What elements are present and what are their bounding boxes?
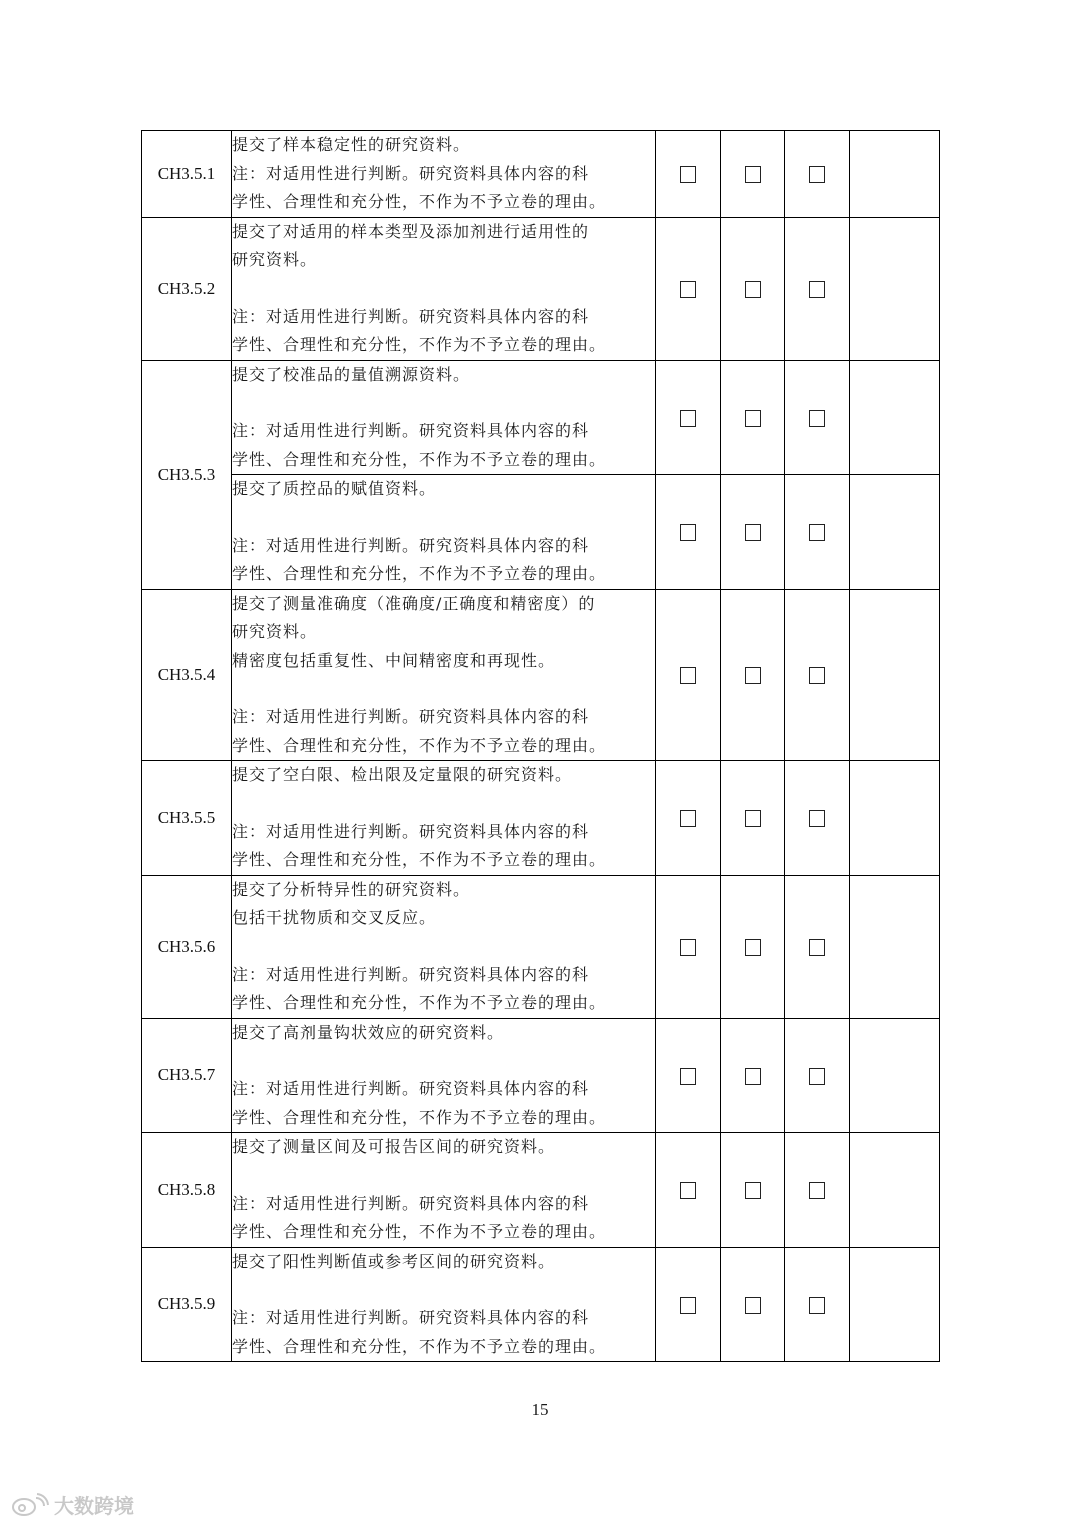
item-code: CH3.5.2 [142,217,232,360]
checkbox-option-b[interactable] [745,667,761,684]
requirement-description [232,217,656,360]
remarks-cell[interactable] [850,589,940,761]
description-line: 学性、合理性和充分性，不作为不予立卷的理由。 [232,564,607,583]
checkbox-option-c[interactable] [809,166,825,183]
checkbox-cell [656,875,721,1018]
description-line: 学性、合理性和充分性，不作为不予立卷的理由。 [232,993,607,1012]
checkbox-option-a[interactable] [680,410,696,427]
description-line: 注：对适用性进行判断。研究资料具体内容的科 [232,163,590,183]
table-row [142,475,940,590]
description-line: 精密度包括重复性、中间精密度和再现性。 [232,650,556,670]
remarks-cell[interactable] [850,360,940,475]
checkbox-cell [785,131,850,218]
description-line: 学性、合理性和充分性，不作为不予立卷的理由。 [232,850,607,869]
checkbox-option-c[interactable] [809,1182,825,1199]
checkbox-cell [656,761,721,876]
blank-line [232,1276,655,1304]
description-line: 提交了样本稳定性的研究资料。 [232,135,471,154]
description-line: 学性、合理性和充分性，不作为不予立卷的理由。 [232,192,607,211]
description-line: 提交了对适用的样本类型及添加剂进行适用性的 [232,221,590,241]
requirement-description [232,1018,656,1133]
checkbox-cell [721,217,785,360]
checkbox-cell [721,589,785,761]
checkbox-option-a[interactable] [680,667,696,684]
checkbox-option-a[interactable] [680,810,696,827]
checkbox-option-c[interactable] [809,1068,825,1085]
checkbox-option-a[interactable] [680,1068,696,1085]
review-checklist-table [141,130,940,1362]
checkbox-cell [656,589,721,761]
checkbox-cell [656,217,721,360]
item-code: CH3.5.9 [142,1247,232,1362]
description-line: 提交了分析特异性的研究资料。 [232,879,471,899]
item-code: CH3.5.4 [142,589,232,761]
checkbox-option-b[interactable] [745,166,761,183]
description-line: 注：对适用性进行判断。研究资料具体内容的科 [232,821,590,841]
checkbox-cell [721,875,785,1018]
item-code: CH3.5.8 [142,1133,232,1248]
requirement-description [232,875,656,1018]
remarks-cell[interactable] [850,217,940,360]
requirement-description [232,1247,656,1362]
requirement-description [232,360,656,475]
description-line: 注：对适用性进行判断。研究资料具体内容的科 [232,707,590,726]
description-line: 学性、合理性和充分性，不作为不予立卷的理由。 [232,335,607,354]
requirement-description [232,1133,656,1248]
blank-line [232,1162,655,1190]
checkbox-option-c[interactable] [809,810,825,827]
description-line: 学性、合理性和充分性，不作为不予立卷的理由。 [232,1222,607,1241]
remarks-cell[interactable] [850,1133,940,1248]
table-row [142,1247,940,1362]
watermark [10,1490,134,1519]
checkbox-option-c[interactable] [809,281,825,298]
remarks-cell[interactable] [850,1247,940,1362]
remarks-cell[interactable] [850,1018,940,1133]
description-line: 研究资料。 [232,622,318,641]
table-row [142,360,940,475]
remarks-cell[interactable] [850,761,940,876]
item-code: CH3.5.6 [142,875,232,1018]
checkbox-option-a[interactable] [680,1297,696,1314]
checkbox-option-a[interactable] [680,524,696,541]
checkbox-option-b[interactable] [745,810,761,827]
description-line: 提交了校准品的量值溯源资料。 [232,364,471,384]
checkbox-cell [785,761,850,876]
checkbox-cell [721,1133,785,1248]
table-row [142,589,940,761]
checkbox-option-a[interactable] [680,281,696,298]
checkbox-option-b[interactable] [745,281,761,298]
description-line: 提交了阳性判断值或参考区间的研究资料。 [232,1251,556,1271]
checkbox-cell [721,761,785,876]
checkbox-option-c[interactable] [809,524,825,541]
checkbox-cell [656,131,721,218]
description-line: 注：对适用性进行判断。研究资料具体内容的科 [232,306,590,326]
requirement-description [232,131,656,218]
checkbox-cell [656,360,721,475]
checkbox-cell [656,475,721,590]
checkbox-cell [721,360,785,475]
page-number: 15 [531,1400,549,1419]
checkbox-option-b[interactable] [745,1182,761,1199]
checkbox-option-b[interactable] [745,1068,761,1085]
item-code: CH3.5.3 [142,360,232,589]
checkbox-option-c[interactable] [809,667,825,684]
description-line: 注：对适用性进行判断。研究资料具体内容的科 [232,1193,590,1213]
checkbox-option-b[interactable] [745,524,761,541]
checkbox-option-a[interactable] [680,939,696,956]
item-code: CH3.5.1 [142,131,232,218]
table-row [142,875,940,1018]
description-line: 提交了质控品的赋值资料。 [232,479,437,498]
checkbox-cell [656,1247,721,1362]
checkbox-cell [785,217,850,360]
requirement-description [232,475,656,590]
checkbox-option-c[interactable] [809,1297,825,1314]
description-line: 注：对适用性进行判断。研究资料具体内容的科 [232,535,590,555]
checkbox-cell [785,1018,850,1133]
item-code: CH3.5.5 [142,761,232,876]
checkbox-option-b[interactable] [745,410,761,427]
table-row [142,131,940,218]
checkbox-cell [785,1133,850,1248]
description-line: 提交了测量区间及可报告区间的研究资料。 [232,1137,556,1156]
description-line: 注：对适用性进行判断。研究资料具体内容的科 [232,1308,590,1327]
blank-line [232,275,655,303]
checkbox-cell [721,1247,785,1362]
weibo-logo-icon [10,1492,50,1518]
description-line: 学性、合理性和充分性，不作为不予立卷的理由。 [232,1336,607,1356]
checkbox-option-b[interactable] [745,1297,761,1314]
table-row [142,761,940,876]
requirement-description [232,589,656,761]
blank-line [232,790,655,818]
checkbox-option-a[interactable] [680,166,696,183]
description-line: 学性、合理性和充分性，不作为不予立卷的理由。 [232,1107,607,1127]
checkbox-cell [656,1133,721,1248]
remarks-cell[interactable] [850,131,940,218]
description-line: 包括干扰物质和交叉反应。 [232,908,437,927]
checkbox-cell [785,1247,850,1362]
checkbox-cell [785,475,850,590]
description-line: 研究资料。 [232,250,318,269]
checkbox-option-c[interactable] [809,939,825,956]
checkbox-cell [721,475,785,590]
blank-line [232,933,655,961]
blank-line [232,1047,655,1075]
blank-line [232,675,655,703]
checkbox-cell [785,589,850,761]
checkbox-option-a[interactable] [680,1182,696,1199]
checkbox-cell [656,1018,721,1133]
description-line: 提交了测量准确度（准确度/正确度和精密度）的 [232,593,596,613]
table-row [142,217,940,360]
description-line: 注：对适用性进行判断。研究资料具体内容的科 [232,964,590,984]
checkbox-option-c[interactable] [809,410,825,427]
checkbox-cell [721,1018,785,1133]
description-line: 提交了高剂量钩状效应的研究资料。 [232,1022,505,1042]
description-line: 学性、合理性和充分性，不作为不予立卷的理由。 [232,449,607,469]
checkbox-cell [721,131,785,218]
watermark-text: 大数跨境 [54,1494,134,1518]
table-row [142,1133,940,1248]
item-code: CH3.5.7 [142,1018,232,1133]
checkbox-cell [785,875,850,1018]
remarks-cell[interactable] [850,875,940,1018]
table-row [142,1018,940,1133]
description-line: 提交了空白限、检出限及定量限的研究资料。 [232,765,573,784]
blank-line [232,504,655,532]
description-line: 学性、合理性和充分性，不作为不予立卷的理由。 [232,735,607,755]
remarks-cell[interactable] [850,475,940,590]
checkbox-cell [785,360,850,475]
requirement-description [232,761,656,876]
description-line: 注：对适用性进行判断。研究资料具体内容的科 [232,421,590,440]
blank-line [232,389,655,417]
description-line: 注：对适用性进行判断。研究资料具体内容的科 [232,1079,590,1098]
checkbox-option-b[interactable] [745,939,761,956]
